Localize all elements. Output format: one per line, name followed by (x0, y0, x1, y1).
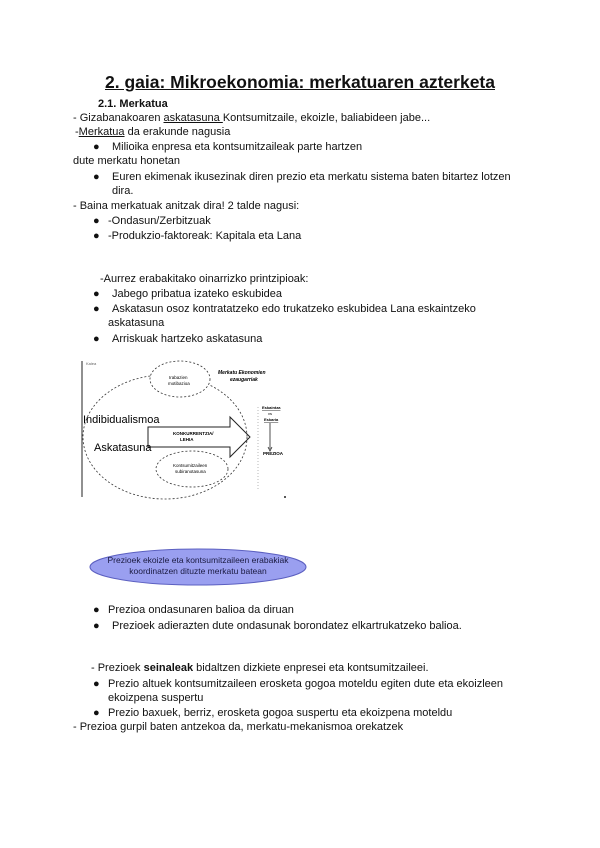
line-askatasuna: - Gizabanakoaren askatasuna Kontsumitzaile, ekoizle, baliabideen jabe... (73, 112, 431, 124)
bullet-icon: ● (93, 604, 100, 616)
text-line: -Produkzio-faktoreak: Kapitala eta Lana (108, 230, 302, 242)
profit-motive-label-2: motibazioa (168, 381, 190, 386)
section-heading: 2.1. Merkatua (98, 98, 168, 110)
market-economy-diagram (80, 357, 290, 502)
diagram-dot (284, 496, 286, 498)
diagram-header-1: Merkatu Ekonomien (218, 370, 266, 376)
text-line: Arriskuak hartzeko askatasuna (112, 333, 263, 345)
diagram-corner-label: Kalea (86, 361, 97, 366)
text-line: Prezio altuek kontsumitzaileen erosketa gogoa moteldu egiten dute eta ekoizleen (108, 678, 504, 690)
page-title: 2. gaia: Mikroekonomia: merkatuaren azterketa (104, 72, 495, 92)
profit-motive-label-1: Irabazien (169, 375, 188, 380)
supply-label: Eskaintza (262, 405, 281, 410)
coordination-ellipse (89, 547, 307, 587)
text-line: ekoizpena suspertu (108, 692, 204, 704)
bullet-icon: ● (93, 333, 100, 345)
diagram-header-2: ezaugarriak (230, 377, 258, 383)
demand-label: Eskaria (264, 417, 279, 422)
arrow-label-1: KONKURRENTZIA/ (173, 431, 214, 436)
bullet-icon: ● (93, 230, 100, 242)
consumer-sovereignty-label-2: subiranotasuna (175, 469, 206, 474)
bullet-icon: ● (93, 707, 100, 719)
bullet-icon: ● (93, 288, 100, 300)
individualism-label: Indibidualismoa (83, 414, 160, 426)
text-line: - Baina merkatuak anitzak dira! 2 talde nagusi: (73, 200, 300, 212)
bullet-icon: ● (93, 303, 100, 315)
text-line: -Aurrez erabakitako oinarrizko printzipioak: (100, 273, 309, 285)
versus-label: vs (268, 411, 272, 416)
arrow-label-2: LEHIA (180, 437, 194, 442)
price-label: PREZIOA (263, 451, 284, 456)
text-line: Prezioek adierazten dute ondasunak borondatez elkartrukatzeko balioa. (112, 620, 462, 632)
bullet-icon: ● (93, 620, 100, 632)
bullet-icon: ● (93, 141, 100, 153)
text-line: Prezio baxuek, berriz, erosketa gogoa suspertu eta ekoizpena moteldu (108, 707, 453, 719)
text-line: askatasuna (108, 317, 165, 329)
bullet-icon: ● (93, 171, 100, 183)
consumer-sovereignty-label-1: Kontsumitzaileen (173, 463, 208, 468)
bullet-icon: ● (93, 678, 100, 690)
coordination-line-2: koordinatzen dituzte merkatu batean (129, 566, 267, 576)
bullet-icon: ● (93, 215, 100, 227)
text-line: Prezioa ondasunaren balioa da diruan (108, 604, 294, 616)
text-line: Jabego pribatua izateko eskubidea (112, 288, 283, 300)
coordination-line-1: Prezioek ekoizle eta kontsumitzaileen erabakiak (107, 555, 289, 565)
text-line: dira. (112, 185, 134, 197)
line-merkatua: -Merkatua da erakunde nagusia (75, 126, 231, 138)
text-line: -Ondasun/Zerbitzuak (108, 215, 211, 227)
text-line: Askatasun osoz kontratatzeko edo trukatzeko eskubidea Lana eskaintzeko (112, 303, 476, 315)
text-line: dute merkatu honetan (73, 155, 181, 167)
text-line: Milioika enpresa eta kontsumitzaileak parte hartzen (112, 141, 363, 153)
freedom-label: Askatasuna (94, 442, 152, 454)
text-line: - Prezioa gurpil baten antzekoa da, merkatu-mekanismoa orekatzek (73, 721, 404, 733)
line-seinaleak: - Prezioek seinaleak bidaltzen dizkiete enpresei eta kontsumitzaileei. (91, 662, 429, 674)
text-line: Euren ekimenak ikusezinak diren prezio eta merkatu sistema baten bitartez lotzen (112, 171, 511, 183)
